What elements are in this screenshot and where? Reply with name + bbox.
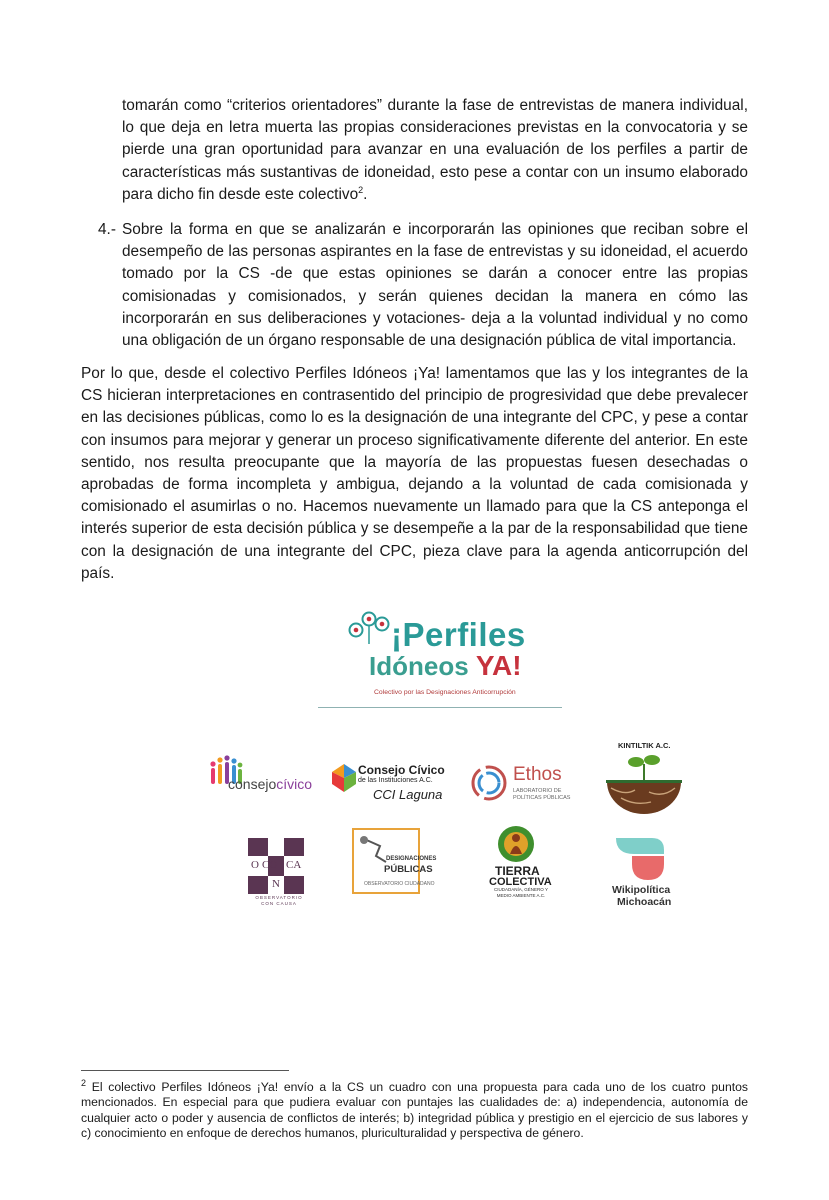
paragraph-continued	[122, 95, 748, 206]
paragraph-continued-end: .	[363, 185, 368, 203]
logo-subtitle	[369, 650, 522, 682]
cci-laguna-sub: de las Instituciones A.C.	[358, 777, 433, 784]
ococan-letter: CA	[286, 859, 302, 871]
ococan-letter: O	[251, 859, 259, 871]
footnote-reference[interactable]: 2	[358, 184, 364, 195]
cci-laguna-icon	[330, 762, 358, 794]
logo-subtitle-accent: YA!	[475, 650, 522, 681]
list-item-4	[98, 219, 748, 352]
list-item-number: 4.-	[98, 221, 116, 238]
cci-laguna-name: CCI Laguna	[373, 787, 443, 802]
wikipolitica-name: Wikipolítica	[612, 884, 671, 896]
wikipolitica-icon	[612, 836, 668, 882]
consejo-civico-accent: cívico	[276, 776, 313, 792]
ococan-letter: CO	[262, 859, 278, 871]
perfiles-idoneos-logo	[345, 610, 535, 700]
tierra-sub: CIUDADANÍA, GÉNERO Y MEDIO AMBIENTE A.C.	[494, 887, 548, 898]
cci-laguna-title: Consejo Cívico	[358, 763, 445, 777]
paragraph-continued-text: tomarán como “criterios orientadores” durante la fase de entrevistas de manera individual, lo que deja en letra muerta las propias consideraciones previstas en la convocatoria y se pierde una gran oportunidad para avanzar en una evaluación de los perfiles a partir de características más sustantivas de idoneidad, esto pese a contar con un insumo elaborado para dicho fin desde este colectivo	[122, 97, 748, 203]
wikipolitica-location: Michoacán	[617, 896, 672, 908]
consejo-civico-prefix: consejo	[228, 776, 277, 792]
tierra-colectiva-icon	[496, 824, 536, 864]
ococan-letter: N	[272, 878, 280, 890]
ethos-name: Ethos	[513, 764, 562, 785]
consejo-civico-logo	[228, 776, 312, 792]
logo-title: ¡Perfiles	[391, 616, 526, 653]
logo-subtitle-word: Idóneos	[369, 651, 469, 681]
footnote-text: El colectivo Perfiles Idóneos ¡Ya! envío a la CS un cuadro con una propuesta para cada uno de los cuatro puntos mencionados. En especial para que pudiera evaluar con puntajes las cualidades de: a) independencia, autonomía de cualquier acto o poder y ausencia de conflictos de interés; b) integridad pública y prestigio en el ejercicio de sus labores y c) conocimiento en enfoque de derechos humanos, pluriculturalidad y perspectiva de género.	[81, 1080, 748, 1141]
list-item-text: Sobre la forma en que se analizarán e incorporarán las opiniones que reciban sobre el desempeño de las personas aspirantes en la fase de entrevistas y su idoneidad, el acuerdo tomado por la CS -de que estas opiniones se darán a conocer entre las propias comisionadas y comisionados, y serán quienes decidan la manera en cómo las incorporarán en sus deliberaciones y votaciones- deja a la voluntad individual y no como una obligación de un órgano responsable de una designación pública de vital importancia.	[122, 221, 748, 350]
tierra-name-2: COLECTIVA	[489, 876, 552, 888]
designaciones-title: DESIGNACIONES	[386, 856, 437, 862]
paragraph-main: Por lo que, desde el colectivo Perfiles Idóneos ¡Ya! lamentamos que las y los integrantes de la CS hicieran interpretaciones en contrasentido del principio de progresividad que debe prevalecer en las decisiones públicas, como lo es la designación de una integrante del CPC, y pese a contar con insumos para mejorar y generar un proceso significativamente diferente del anterior. En este sentido, nos resulta preocupante que la mayoría de las propuestas fuesen desechadas o aprobadas de forma incompleta y ambigua, dejando a la voluntad de cada comisionada y comisionado el asumirlas o no. Hacemos nuevamente un llamado para que la CS anteponga el interés superior de esta decisión pública y se desempeñe a la par de la responsabilidad que tiene con la designación de una integrante del CPC, pieza clave para la agenda anticorrupción del país.	[81, 365, 748, 582]
people-icon	[347, 610, 391, 646]
footnote	[81, 1077, 748, 1142]
kintiltik-name: KINTILTIK A.C.	[618, 741, 671, 750]
footnote-separator	[81, 1070, 289, 1071]
footnote-marker: 2	[81, 1077, 87, 1088]
designaciones-sub: OBSERVATORIO CIUDADANO	[364, 881, 435, 887]
tierra-name: TIERRA	[495, 864, 540, 878]
logo-tagline: Colectivo por las Designaciones Anticorrupción	[374, 689, 516, 696]
designaciones-name: PÚBLICAS	[384, 864, 433, 875]
ococan-sub: OBSERVATORIO CON CAUSA	[255, 895, 303, 906]
kintiltik-plant-icon	[605, 752, 683, 818]
logo-divider	[318, 707, 562, 708]
ethos-icon	[470, 764, 508, 802]
ethos-sub: LABORATORIO DE POLÍTICAS PÚBLICAS	[513, 788, 571, 801]
